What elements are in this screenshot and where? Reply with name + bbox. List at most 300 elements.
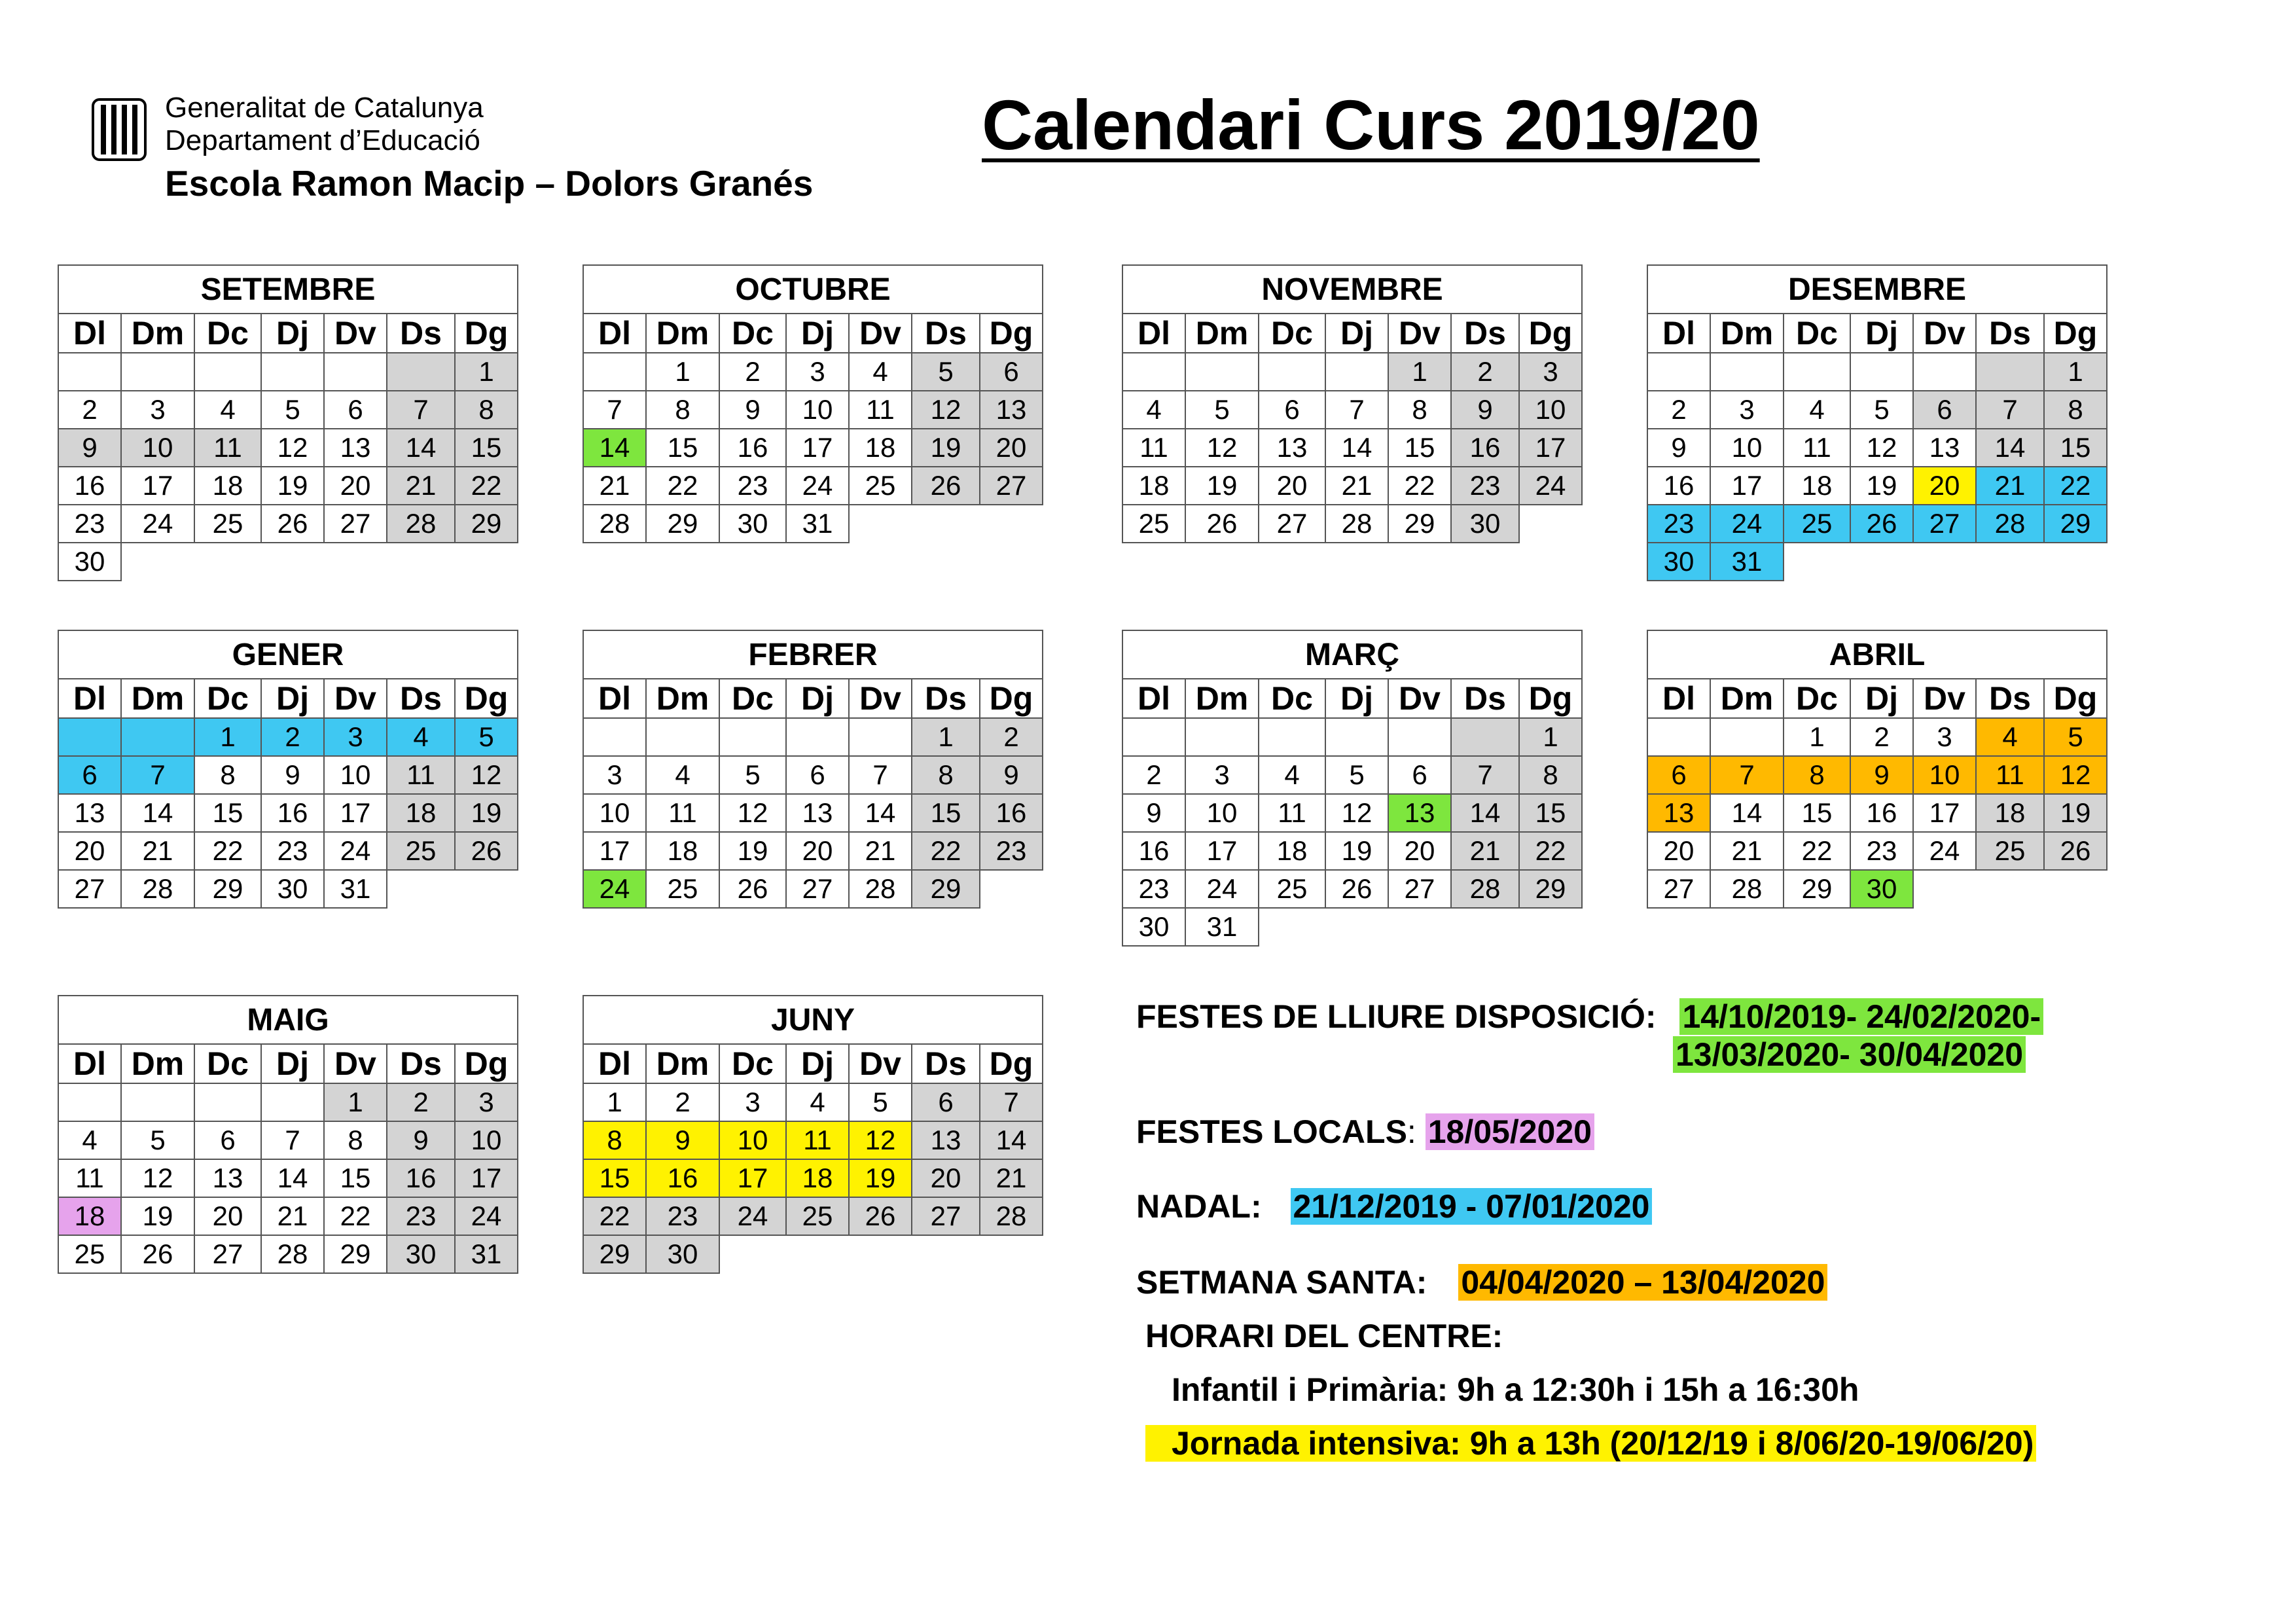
weekday-header: Dj [261, 679, 324, 718]
weekday-header: Dv [849, 1044, 912, 1083]
weekday-header: Dg [980, 314, 1043, 353]
day-cell: 3 [719, 1083, 786, 1121]
blank-cell [786, 1235, 849, 1273]
weekday-header: Dv [849, 679, 912, 718]
blank-cell [261, 543, 324, 581]
blank-cell [1976, 870, 2044, 908]
day-cell: 8 [194, 756, 261, 794]
weekday-header: Dc [719, 314, 786, 353]
day-cell: 30 [58, 543, 121, 581]
month-name: SETEMBRE [58, 265, 518, 314]
day-cell: 14 [387, 429, 455, 467]
weekday-header: Dl [58, 1044, 121, 1083]
day-cell: 4 [786, 1083, 849, 1121]
day-cell: 5 [719, 756, 786, 794]
day-cell: 17 [1519, 429, 1582, 467]
day-cell: 7 [849, 756, 912, 794]
day-cell: 21 [1451, 832, 1519, 870]
weekday-header: Dg [1519, 314, 1582, 353]
christmas-info [1136, 1187, 1652, 1225]
day-cell: 11 [387, 756, 455, 794]
day-cell: 9 [646, 1121, 719, 1159]
day-cell: 5 [912, 353, 980, 391]
day-cell: 12 [261, 429, 324, 467]
day-cell: 21 [1325, 467, 1388, 505]
day-cell: 10 [324, 756, 387, 794]
day-cell: 29 [583, 1235, 646, 1273]
day-cell: 19 [849, 1159, 912, 1197]
day-cell: 14 [1451, 794, 1519, 832]
day-cell: 2 [1647, 391, 1710, 429]
day-cell: 2 [980, 718, 1043, 756]
day-cell: 22 [194, 832, 261, 870]
day-cell: 26 [1850, 505, 1913, 543]
day-cell: 15 [324, 1159, 387, 1197]
month-name: DESEMBRE [1647, 265, 2107, 314]
day-cell: 3 [455, 1083, 518, 1121]
organization-name [165, 92, 484, 157]
day-cell: 29 [912, 870, 980, 908]
day-cell: 25 [1976, 832, 2044, 870]
empty-cell [1388, 718, 1451, 756]
weekday-header: Dl [1647, 679, 1710, 718]
day-cell: 23 [1451, 467, 1519, 505]
day-cell: 30 [1647, 543, 1710, 581]
day-cell: 14 [1710, 794, 1784, 832]
day-cell: 27 [58, 870, 121, 908]
easter-label: SETMANA SANTA: [1136, 1264, 1427, 1301]
day-cell: 6 [194, 1121, 261, 1159]
day-cell: 3 [1185, 756, 1259, 794]
day-cell: 22 [1519, 832, 1582, 870]
weekday-header: Dm [121, 314, 194, 353]
weekday-header: Ds [912, 679, 980, 718]
day-cell: 5 [455, 718, 518, 756]
weekday-header: Dl [1122, 679, 1185, 718]
weekday-header: Dg [455, 1044, 518, 1083]
christmas-dates: 21/12/2019 - 07/01/2020 [1291, 1188, 1653, 1225]
day-cell: 13 [912, 1121, 980, 1159]
day-cell: 18 [1122, 467, 1185, 505]
day-cell: 6 [1259, 391, 1325, 429]
calendar-table [583, 264, 1043, 543]
day-cell: 2 [646, 1083, 719, 1121]
day-cell: 7 [1451, 756, 1519, 794]
weekday-header: Dg [1519, 679, 1582, 718]
day-cell: 23 [58, 505, 121, 543]
day-cell: 10 [1913, 756, 1976, 794]
day-cell: 29 [324, 1235, 387, 1273]
day-cell: 21 [1710, 832, 1784, 870]
empty-cell [583, 353, 646, 391]
day-cell: 15 [1388, 429, 1451, 467]
day-cell: 4 [1784, 391, 1850, 429]
day-cell: 10 [719, 1121, 786, 1159]
weekday-header: Ds [912, 1044, 980, 1083]
month-name: FEBRER [583, 630, 1043, 679]
intensive-schedule-value: Jornada intensiva: 9h a 13h (20/12/19 i 8/06/20-19/06/20) [1172, 1425, 2034, 1462]
day-cell: 25 [58, 1235, 121, 1273]
day-cell: 10 [1710, 429, 1784, 467]
day-cell: 4 [387, 718, 455, 756]
day-cell: 22 [646, 467, 719, 505]
blank-cell [194, 543, 261, 581]
calendar-table [583, 630, 1043, 909]
day-cell: 27 [194, 1235, 261, 1273]
day-cell: 9 [261, 756, 324, 794]
day-cell: 7 [980, 1083, 1043, 1121]
day-cell: 24 [1913, 832, 1976, 870]
school-name: Escola Ramon Macip – Dolors Granés [165, 163, 814, 204]
weekday-header: Dv [1913, 314, 1976, 353]
day-cell: 20 [1913, 467, 1976, 505]
weekday-header: Dm [1710, 679, 1784, 718]
weekday-header: Dm [121, 679, 194, 718]
day-cell: 2 [1122, 756, 1185, 794]
month-calendar-desembre [1647, 264, 2108, 581]
day-cell: 28 [583, 505, 646, 543]
blank-cell [2044, 870, 2107, 908]
calendar-table [583, 995, 1043, 1274]
empty-cell [1976, 353, 2044, 391]
weekday-header: Dg [980, 1044, 1043, 1083]
weekday-header: Dc [1784, 314, 1850, 353]
day-cell: 17 [455, 1159, 518, 1197]
calendar-table [58, 264, 518, 581]
day-cell: 15 [455, 429, 518, 467]
day-cell: 7 [1325, 391, 1388, 429]
day-cell: 12 [2044, 756, 2107, 794]
blank-cell [1259, 908, 1325, 946]
day-cell: 24 [455, 1197, 518, 1235]
easter-info [1136, 1263, 1827, 1301]
day-cell: 1 [1388, 353, 1451, 391]
day-cell: 25 [1259, 870, 1325, 908]
empty-cell [646, 718, 719, 756]
weekday-header: Dg [2044, 314, 2107, 353]
day-cell: 28 [1451, 870, 1519, 908]
day-cell: 26 [2044, 832, 2107, 870]
empty-cell [121, 353, 194, 391]
day-cell: 14 [849, 794, 912, 832]
day-cell: 2 [1850, 718, 1913, 756]
day-cell: 13 [786, 794, 849, 832]
day-cell: 14 [980, 1121, 1043, 1159]
weekday-header: Dc [1784, 679, 1850, 718]
day-cell: 21 [849, 832, 912, 870]
day-cell: 21 [1976, 467, 2044, 505]
day-cell: 25 [1122, 505, 1185, 543]
empty-cell [849, 718, 912, 756]
day-cell: 10 [1185, 794, 1259, 832]
weekday-header: Dj [1850, 314, 1913, 353]
blank-cell [849, 1235, 912, 1273]
day-cell: 11 [1259, 794, 1325, 832]
day-cell: 20 [194, 1197, 261, 1235]
weekday-header: Dj [261, 1044, 324, 1083]
day-cell: 17 [324, 794, 387, 832]
day-cell: 19 [455, 794, 518, 832]
day-cell: 23 [719, 467, 786, 505]
blank-cell [1519, 908, 1582, 946]
day-cell: 5 [1185, 391, 1259, 429]
day-cell: 3 [1519, 353, 1582, 391]
weekday-header: Dj [261, 314, 324, 353]
day-cell: 12 [912, 391, 980, 429]
day-cell: 26 [121, 1235, 194, 1273]
weekday-header: Dm [646, 1044, 719, 1083]
day-cell: 5 [1850, 391, 1913, 429]
free-days-dates-1: 14/10/2019- 24/02/2020- [1679, 998, 2043, 1035]
calendar-table [58, 995, 518, 1274]
day-cell: 19 [912, 429, 980, 467]
christmas-label: NADAL: [1136, 1188, 1262, 1225]
blank-cell [912, 505, 980, 543]
month-calendar-juny [583, 995, 1043, 1274]
day-cell: 29 [646, 505, 719, 543]
day-cell: 2 [387, 1083, 455, 1121]
day-cell: 20 [1388, 832, 1451, 870]
empty-cell [1784, 353, 1850, 391]
day-cell: 10 [455, 1121, 518, 1159]
day-cell: 15 [1519, 794, 1582, 832]
empty-cell [583, 718, 646, 756]
weekday-header: Dc [719, 679, 786, 718]
day-cell: 5 [261, 391, 324, 429]
day-cell: 18 [387, 794, 455, 832]
day-cell: 23 [646, 1197, 719, 1235]
day-cell: 15 [2044, 429, 2107, 467]
day-cell: 29 [1388, 505, 1451, 543]
blank-cell [1913, 543, 1976, 581]
weekday-header: Dc [194, 679, 261, 718]
day-cell: 4 [194, 391, 261, 429]
day-cell: 24 [583, 870, 646, 908]
day-cell: 22 [324, 1197, 387, 1235]
day-cell: 7 [387, 391, 455, 429]
blank-cell [1519, 505, 1582, 543]
weekday-header: Dv [1913, 679, 1976, 718]
blank-cell [121, 543, 194, 581]
day-cell: 12 [849, 1121, 912, 1159]
day-cell: 30 [719, 505, 786, 543]
month-calendar-abril [1647, 630, 2108, 909]
weekday-header: Dm [646, 314, 719, 353]
local-holidays-label: FESTES LOCALS [1136, 1113, 1407, 1150]
day-cell: 3 [583, 756, 646, 794]
month-calendar-gener [58, 630, 518, 909]
day-cell: 16 [58, 467, 121, 505]
weekday-header: Ds [1451, 679, 1519, 718]
empty-cell [719, 718, 786, 756]
day-cell: 6 [980, 353, 1043, 391]
empty-cell [1185, 718, 1259, 756]
day-cell: 30 [261, 870, 324, 908]
day-cell: 3 [786, 353, 849, 391]
day-cell: 18 [58, 1197, 121, 1235]
day-cell: 17 [1710, 467, 1784, 505]
day-cell: 13 [324, 429, 387, 467]
day-cell: 23 [1647, 505, 1710, 543]
day-cell: 16 [646, 1159, 719, 1197]
day-cell: 24 [719, 1197, 786, 1235]
day-cell: 27 [912, 1197, 980, 1235]
day-cell: 18 [646, 832, 719, 870]
day-cell: 30 [1122, 908, 1185, 946]
day-cell: 25 [387, 832, 455, 870]
day-cell: 6 [1647, 756, 1710, 794]
day-cell: 20 [912, 1159, 980, 1197]
day-cell: 13 [1388, 794, 1451, 832]
day-cell: 29 [2044, 505, 2107, 543]
day-cell: 6 [912, 1083, 980, 1121]
day-cell: 23 [261, 832, 324, 870]
day-cell: 1 [646, 353, 719, 391]
day-cell: 29 [1519, 870, 1582, 908]
empty-cell [261, 1083, 324, 1121]
day-cell: 14 [261, 1159, 324, 1197]
month-calendar-novembre [1122, 264, 1583, 543]
day-cell: 26 [719, 870, 786, 908]
day-cell: 26 [455, 832, 518, 870]
day-cell: 28 [1710, 870, 1784, 908]
day-cell: 30 [1850, 870, 1913, 908]
day-cell: 8 [324, 1121, 387, 1159]
org-line-1: Generalitat de Catalunya [165, 92, 484, 124]
empty-cell [194, 1083, 261, 1121]
day-cell: 10 [583, 794, 646, 832]
empty-cell [1850, 353, 1913, 391]
empty-cell [786, 718, 849, 756]
day-cell: 6 [1913, 391, 1976, 429]
day-cell: 4 [1976, 718, 2044, 756]
weekday-header: Dc [719, 1044, 786, 1083]
day-cell: 11 [646, 794, 719, 832]
calendar-table [1647, 630, 2108, 909]
day-cell: 21 [261, 1197, 324, 1235]
empty-cell [194, 353, 261, 391]
local-holidays-info [1136, 1113, 1594, 1151]
empty-cell [1325, 718, 1388, 756]
day-cell: 14 [1976, 429, 2044, 467]
month-name: MAIG [58, 996, 518, 1044]
weekday-header: Dg [455, 679, 518, 718]
day-cell: 16 [261, 794, 324, 832]
day-cell: 21 [980, 1159, 1043, 1197]
day-cell: 4 [1259, 756, 1325, 794]
day-cell: 28 [980, 1197, 1043, 1235]
day-cell: 25 [849, 467, 912, 505]
empty-cell [1259, 353, 1325, 391]
blank-cell [1850, 543, 1913, 581]
day-cell: 20 [58, 832, 121, 870]
day-cell: 4 [646, 756, 719, 794]
month-name: MARÇ [1122, 630, 1582, 679]
day-cell: 13 [58, 794, 121, 832]
day-cell: 19 [2044, 794, 2107, 832]
weekday-header: Dc [1259, 679, 1325, 718]
weekday-header: Dg [980, 679, 1043, 718]
day-cell: 18 [786, 1159, 849, 1197]
day-cell: 9 [1850, 756, 1913, 794]
day-cell: 8 [1388, 391, 1451, 429]
day-cell: 19 [1850, 467, 1913, 505]
day-cell: 30 [1451, 505, 1519, 543]
day-cell: 22 [455, 467, 518, 505]
day-cell: 8 [1519, 756, 1582, 794]
day-cell: 13 [980, 391, 1043, 429]
day-cell: 27 [1259, 505, 1325, 543]
day-cell: 24 [1185, 870, 1259, 908]
weekday-header: Dj [786, 679, 849, 718]
weekday-header: Ds [1976, 679, 2044, 718]
blank-cell [980, 870, 1043, 908]
day-cell: 13 [1647, 794, 1710, 832]
day-cell: 11 [1784, 429, 1850, 467]
day-cell: 9 [58, 429, 121, 467]
day-cell: 22 [2044, 467, 2107, 505]
weekday-header: Ds [387, 679, 455, 718]
day-cell: 18 [1976, 794, 2044, 832]
day-cell: 20 [980, 429, 1043, 467]
month-calendar-setembre [58, 264, 518, 581]
weekday-header: Dv [324, 314, 387, 353]
empty-cell [261, 353, 324, 391]
local-holidays-date: 18/05/2020 [1426, 1113, 1594, 1150]
month-name: ABRIL [1647, 630, 2107, 679]
day-cell: 11 [194, 429, 261, 467]
day-cell: 16 [1850, 794, 1913, 832]
weekday-header: Dl [583, 1044, 646, 1083]
day-cell: 4 [849, 353, 912, 391]
day-cell: 12 [1850, 429, 1913, 467]
empty-cell [1647, 718, 1710, 756]
empty-cell [1122, 718, 1185, 756]
day-cell: 27 [1913, 505, 1976, 543]
intensive-schedule-text [1145, 1425, 2036, 1462]
day-cell: 16 [1451, 429, 1519, 467]
day-cell: 14 [121, 794, 194, 832]
day-cell: 31 [786, 505, 849, 543]
weekday-header: Dl [583, 314, 646, 353]
empty-cell [1913, 353, 1976, 391]
weekday-header: Dv [324, 1044, 387, 1083]
empty-cell [58, 1083, 121, 1121]
day-cell: 15 [583, 1159, 646, 1197]
day-cell: 7 [1710, 756, 1784, 794]
day-cell: 8 [646, 391, 719, 429]
day-cell: 20 [786, 832, 849, 870]
day-cell: 3 [121, 391, 194, 429]
weekday-header: Dl [58, 314, 121, 353]
day-cell: 18 [1259, 832, 1325, 870]
day-cell: 28 [261, 1235, 324, 1273]
blank-cell [1913, 870, 1976, 908]
day-cell: 29 [1784, 870, 1850, 908]
day-cell: 17 [719, 1159, 786, 1197]
blank-cell [1976, 543, 2044, 581]
day-cell: 28 [1976, 505, 2044, 543]
intensive-schedule-line [1145, 1424, 2036, 1462]
day-cell: 26 [912, 467, 980, 505]
weekday-header: Dc [194, 1044, 261, 1083]
weekday-header: Dv [1388, 679, 1451, 718]
day-cell: 8 [1784, 756, 1850, 794]
weekday-header: Dc [1259, 314, 1325, 353]
day-cell: 5 [2044, 718, 2107, 756]
weekday-header: Dv [1388, 314, 1451, 353]
empty-cell [1122, 353, 1185, 391]
